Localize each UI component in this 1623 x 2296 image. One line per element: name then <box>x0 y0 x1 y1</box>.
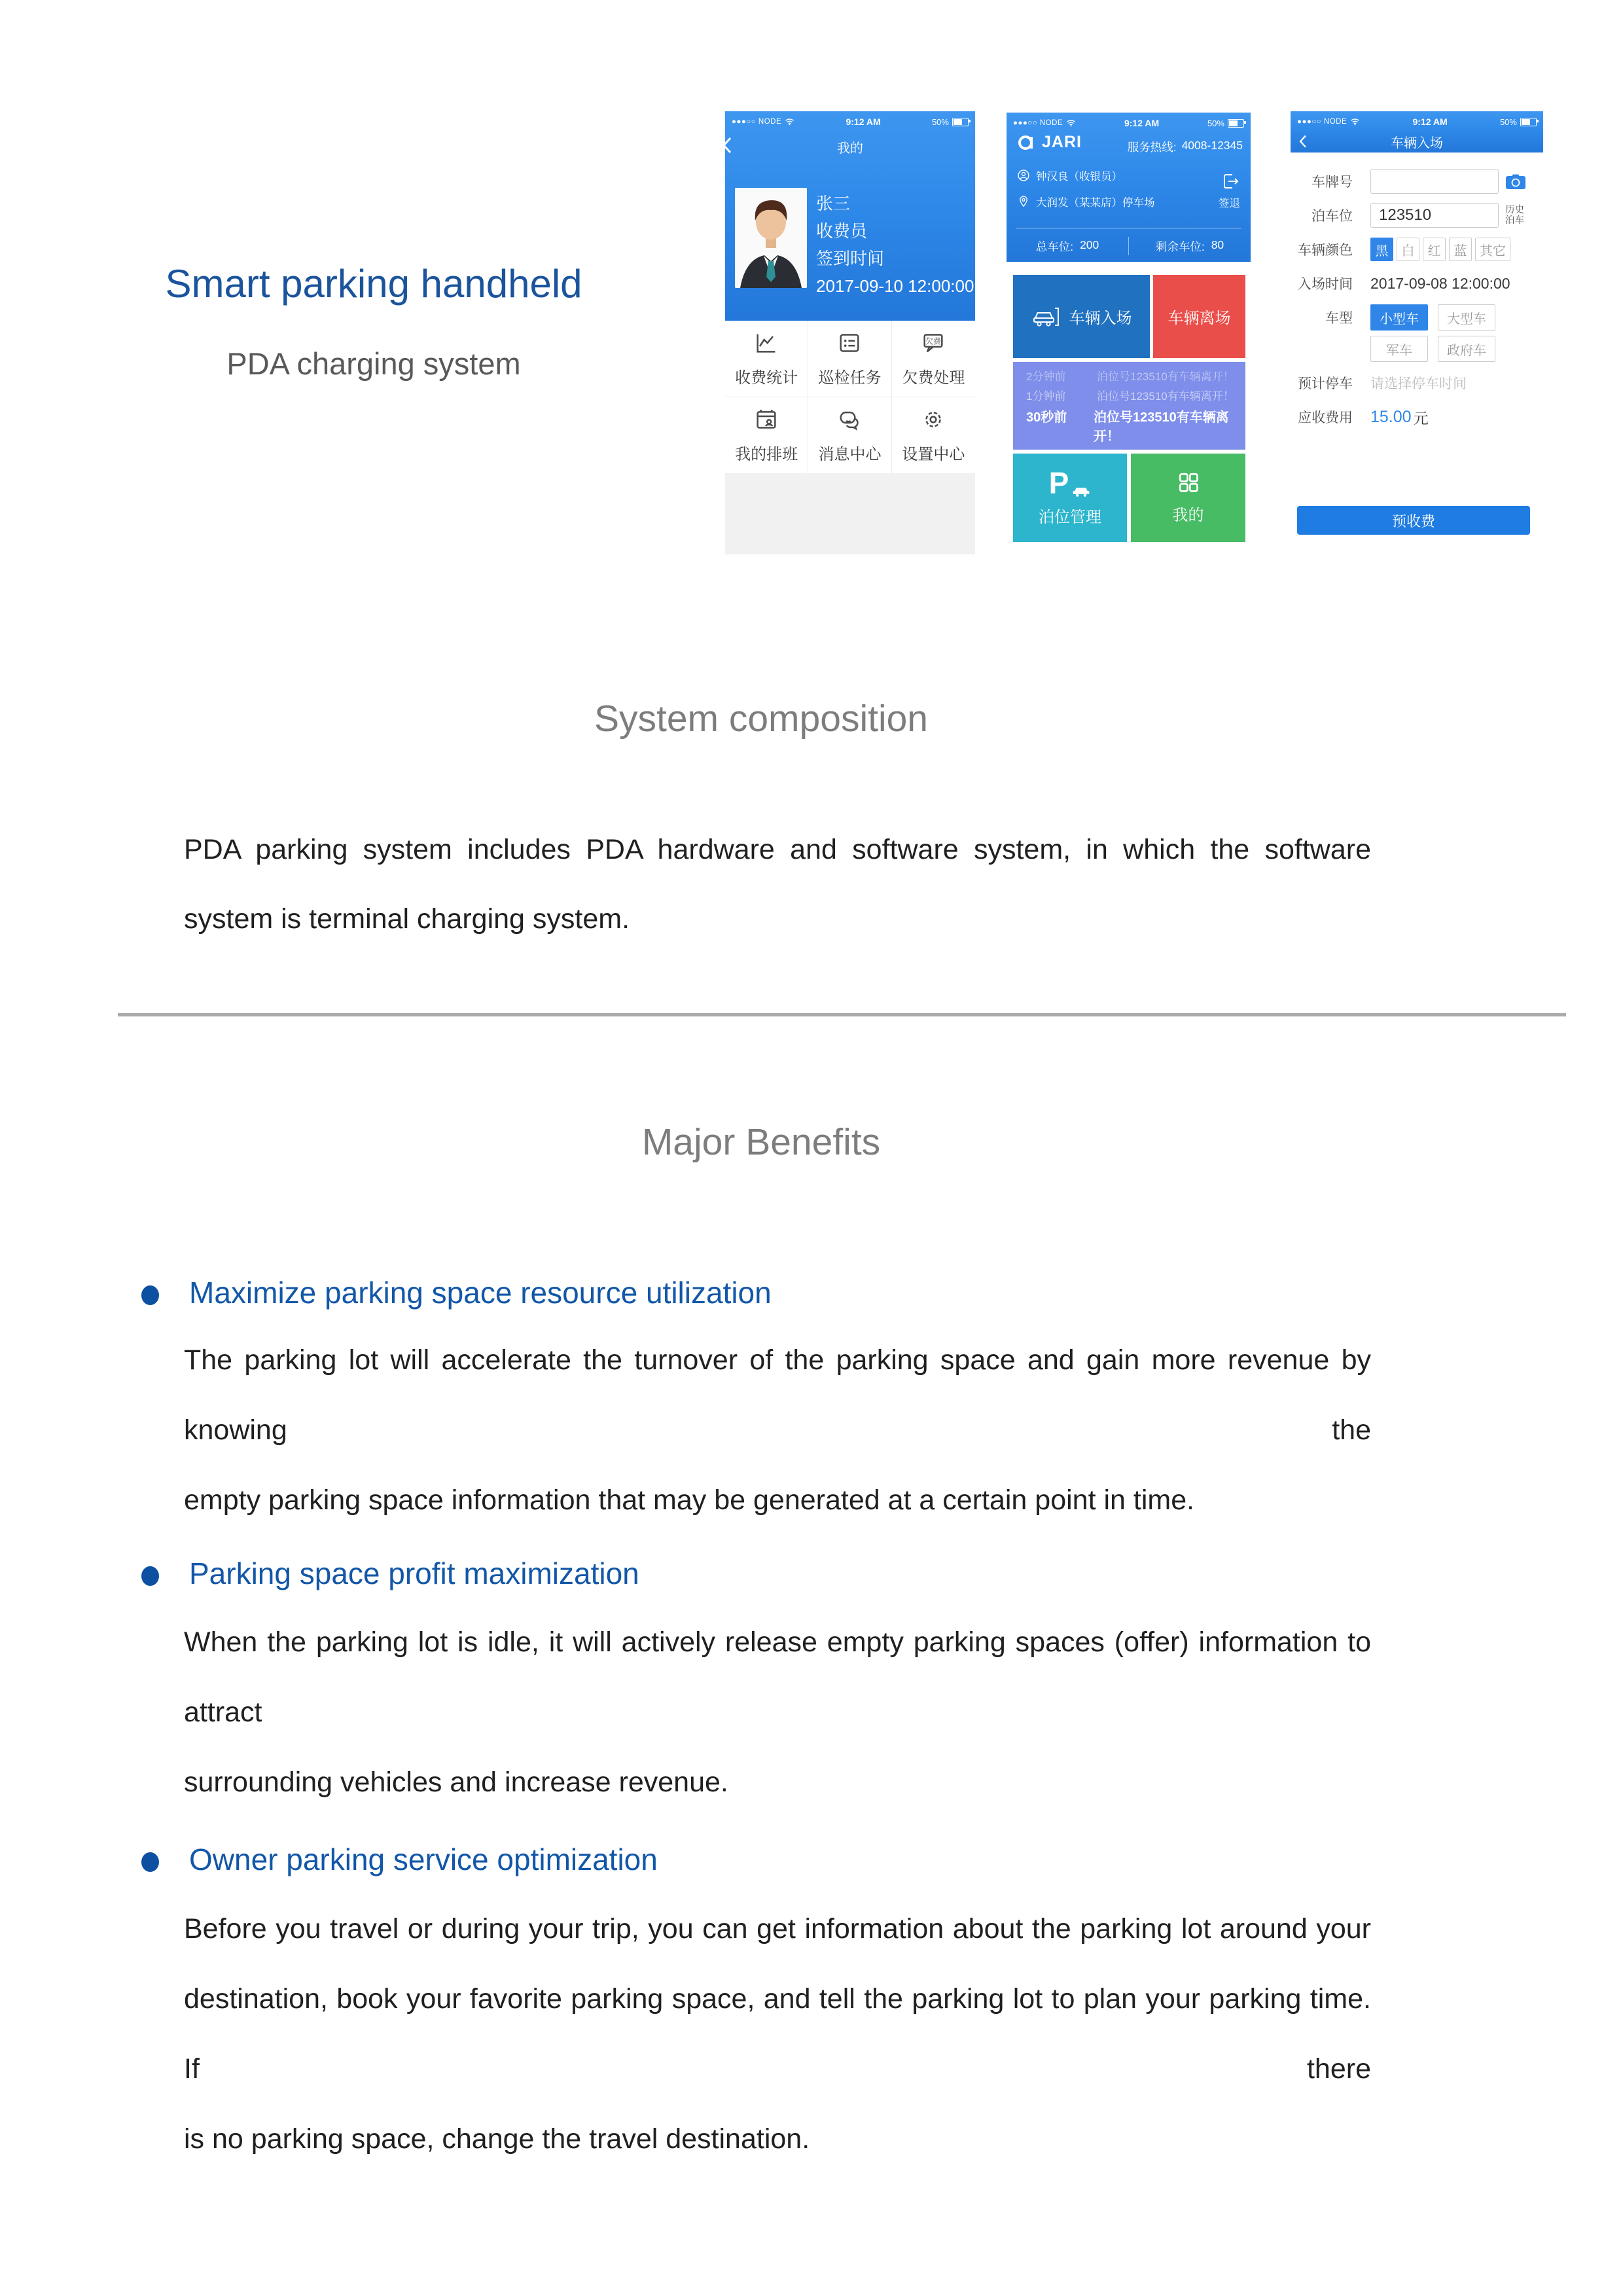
message-icon <box>836 406 863 433</box>
fee-row <box>1291 404 1543 430</box>
section-divider <box>118 1013 1566 1016</box>
paragraph-line: system is terminal charging system. <box>184 903 630 935</box>
cashier-row <box>1017 168 1122 183</box>
screenshot-home-screen <box>1007 113 1251 547</box>
svg-text:欠费: 欠费 <box>925 336 942 346</box>
jari-logo-icon <box>1017 132 1037 152</box>
parking-p-icon: P <box>1049 469 1092 497</box>
clock-label: 9:12 AM <box>1124 118 1160 128</box>
carrier-label: ●●●○○ NODE <box>1297 118 1347 126</box>
hotline <box>1128 139 1243 155</box>
menu-item-my-schedule[interactable] <box>725 397 808 474</box>
screenshot-profile-screen <box>725 111 975 554</box>
tile-label: 泊位管理 <box>1039 509 1101 526</box>
chart-icon <box>753 330 779 356</box>
bullet-dot-icon <box>141 1566 159 1586</box>
paragraph-line: The parking lot will accelerate the turnover of the parking space and gain more revenue by knowing the <box>184 1344 1371 1446</box>
expected-parking-label: 预计停车 <box>1298 376 1353 391</box>
notification-text: 泊位号123510有车辆离开！ <box>1093 410 1229 444</box>
tile-label: 我的 <box>1172 507 1204 524</box>
menu-item-label: 消息中心 <box>818 445 882 463</box>
total-spaces-label: 总车位: <box>1035 240 1074 253</box>
vehicle-exit-tile[interactable] <box>1153 275 1245 358</box>
user-role: 收费员 <box>816 221 868 241</box>
signout-label: 签退 <box>1219 198 1240 209</box>
benefit-title-3: Owner parking service optimization <box>189 1842 658 1876</box>
notification-row <box>1026 367 1245 384</box>
status-bar <box>1013 116 1244 130</box>
paragraph-line: is no parking space, change the travel destination. <box>184 2123 810 2155</box>
fee-value: 15.00 <box>1370 407 1412 426</box>
vehicle-type-label: 车型 <box>1325 311 1353 326</box>
paragraph-line: surrounding vehicles and increase revenue. <box>184 1767 728 1798</box>
benefit-body-2 <box>184 1607 1371 1818</box>
user-name: 张三 <box>816 194 851 213</box>
battery-percent: 50% <box>1499 117 1517 127</box>
notification-row <box>1026 406 1245 444</box>
page-title: Smart parking handheld <box>165 262 582 306</box>
hotline-number: 4008-12345 <box>1181 139 1243 152</box>
tile-label: 车辆离场 <box>1168 310 1231 327</box>
benefit-body-3 <box>184 1894 1371 2174</box>
history-parking-link[interactable]: 历史 泊车 <box>1505 205 1524 226</box>
parking-lot-row <box>1017 194 1155 209</box>
my-profile-tile[interactable] <box>1131 454 1245 542</box>
paragraph-line: When the parking lot is idle, it will actively release empty parking spaces (offer) information to attract <box>184 1626 1371 1728</box>
color-option-white[interactable]: 白 <box>1397 238 1419 261</box>
bullet-dot-icon <box>141 1285 159 1305</box>
hotline-label: 服务热线: <box>1127 141 1177 154</box>
color-option-red[interactable]: 红 <box>1423 238 1446 261</box>
menu-item-inspection-tasks[interactable] <box>808 321 891 397</box>
car-entry-icon <box>1031 306 1060 328</box>
vehicle-type-row-2 <box>1291 336 1543 362</box>
wifi-icon <box>785 118 794 126</box>
system-composition-paragraph <box>184 815 1371 954</box>
entry-time-label: 入场时间 <box>1298 277 1353 292</box>
battery-percent: 50% <box>931 117 949 127</box>
inspection-icon <box>836 330 863 356</box>
vehicle-type-row-1 <box>1291 304 1543 331</box>
nav-title: 车辆入场 <box>1391 136 1443 151</box>
empty-footer-area <box>725 473 975 554</box>
paragraph-line: Before you travel or during your trip, you can get information about the parking lot around your <box>184 1913 1371 1945</box>
wifi-icon <box>1066 119 1076 127</box>
notification-time: 30秒前 <box>1026 410 1067 425</box>
section-heading-system-composition: System composition <box>594 698 929 740</box>
vehicle-entry-tile[interactable] <box>1013 275 1150 358</box>
home-header <box>1007 113 1251 262</box>
vehicle-color-row <box>1291 236 1543 262</box>
menu-item-label: 设置中心 <box>902 445 965 463</box>
clock-label: 9:12 AM <box>846 117 881 127</box>
nav-title: 我的 <box>837 141 863 156</box>
battery-icon <box>952 118 969 126</box>
form-header <box>1291 111 1543 152</box>
fee-unit: 元 <box>1413 409 1429 427</box>
status-bar <box>732 115 969 129</box>
schedule-icon <box>753 406 779 433</box>
parking-lot-name: 大润发（某某店）停车场 <box>1036 197 1155 209</box>
status-bar <box>1297 115 1537 129</box>
signout-button[interactable] <box>1219 171 1240 210</box>
battery-icon <box>1228 119 1244 128</box>
total-spaces-value: 200 <box>1080 238 1099 251</box>
benefit-title-1: Maximize parking space resource utilization <box>189 1276 772 1310</box>
camera-icon[interactable] <box>1505 173 1526 190</box>
stats-row <box>1007 234 1251 258</box>
precharge-button[interactable]: 预收费 <box>1297 506 1530 535</box>
paragraph-line: empty parking space information that may be generated at a certain point in time. <box>184 1484 1195 1516</box>
notification-text: 泊位号123510有车辆离开！ <box>1097 370 1234 383</box>
profile-header <box>725 111 975 321</box>
entry-time-value: 2017-09-08 12:00:00 <box>1370 274 1510 292</box>
benefit-body-1 <box>184 1325 1371 1535</box>
expected-parking-placeholder[interactable]: 请选择停车时间 <box>1370 376 1467 391</box>
notification-time: 2分钟前 <box>1026 370 1066 383</box>
paragraph-line: destination, book your favorite parking space, and tell the parking lot to plan your parking time. If there <box>184 1983 1371 2085</box>
benefit-title-2: Parking space profit maximization <box>189 1556 639 1590</box>
expected-parking-row <box>1291 370 1543 396</box>
cashier-name: 钟汉良（收银员） <box>1036 171 1122 183</box>
brand-block <box>1017 132 1082 152</box>
color-option-blue[interactable]: 蓝 <box>1449 238 1472 261</box>
battery-icon <box>1520 118 1537 126</box>
paragraph-line: PDA parking system includes PDA hardware and software system, in which the software <box>184 834 1371 865</box>
profile-info <box>816 190 974 300</box>
menu-item-settings-center[interactable] <box>892 397 975 474</box>
profile-menu <box>725 321 975 473</box>
wifi-icon <box>1350 118 1360 126</box>
battery-percent: 50% <box>1207 118 1224 128</box>
location-pin-icon <box>1017 195 1030 208</box>
section-heading-major-benefits: Major Benefits <box>641 1121 881 1163</box>
car-icon <box>1071 484 1091 497</box>
signout-icon <box>1220 171 1240 191</box>
page-subtitle: PDA charging system <box>226 346 521 381</box>
avatar <box>735 188 807 288</box>
brand-name: JARI <box>1042 132 1082 151</box>
title-block <box>79 260 668 382</box>
remaining-spaces-value: 80 <box>1211 238 1224 251</box>
grid-icon <box>1177 471 1200 494</box>
person-icon <box>1017 169 1030 182</box>
clock-label: 9:12 AM <box>1412 117 1448 127</box>
entry-time-row <box>1291 270 1543 296</box>
menu-item-charge-stats[interactable] <box>725 321 808 397</box>
notification-time: 1分钟前 <box>1026 390 1066 403</box>
notifications-panel <box>1013 362 1245 450</box>
carrier-label: ●●●○○ NODE <box>1013 119 1063 127</box>
menu-item-label: 我的排班 <box>735 445 798 463</box>
menu-item-label: 欠费处理 <box>902 368 965 387</box>
menu-item-label: 巡检任务 <box>818 368 882 387</box>
berth-label: 泊车位 <box>1311 209 1353 224</box>
bullet-dot-icon <box>141 1852 159 1872</box>
type-option-government-car[interactable]: 政府车 <box>1438 336 1495 362</box>
checkin-label: 签到时间 <box>816 249 885 268</box>
carrier-label: ●●●○○ NODE <box>732 118 782 126</box>
screenshot-vehicle-entry-form <box>1291 111 1543 554</box>
color-option-other[interactable]: 其它 <box>1475 238 1510 261</box>
vehicle-color-label: 车辆颜色 <box>1298 243 1353 258</box>
menu-item-message-center[interactable] <box>808 397 891 474</box>
tile-label: 车辆入场 <box>1069 310 1132 327</box>
type-option-military-car[interactable]: 军车 <box>1370 336 1428 362</box>
menu-item-arrears[interactable] <box>892 321 975 397</box>
checkin-time: 2017-09-10 12:00:00 <box>816 276 974 296</box>
color-option-black[interactable]: 黑 <box>1370 238 1393 261</box>
plate-row <box>1291 168 1543 194</box>
fee-label: 应收费用 <box>1298 410 1353 425</box>
berth-management-tile[interactable] <box>1013 454 1127 542</box>
arrears-bubble-icon <box>920 330 946 356</box>
settings-gear-icon <box>920 406 946 433</box>
type-option-large-car[interactable]: 大型车 <box>1438 304 1495 331</box>
notification-row <box>1026 387 1245 403</box>
menu-item-label: 收费统计 <box>735 368 798 387</box>
type-option-small-car[interactable]: 小型车 <box>1370 304 1428 331</box>
plate-input[interactable] <box>1370 169 1499 194</box>
notification-text: 泊位号123510有车辆离开！ <box>1097 390 1234 403</box>
berth-input[interactable]: 123510 <box>1370 203 1499 228</box>
plate-label: 车牌号 <box>1311 175 1353 190</box>
remaining-spaces-label: 剩余车位: <box>1155 240 1205 253</box>
berth-row <box>1291 202 1543 228</box>
